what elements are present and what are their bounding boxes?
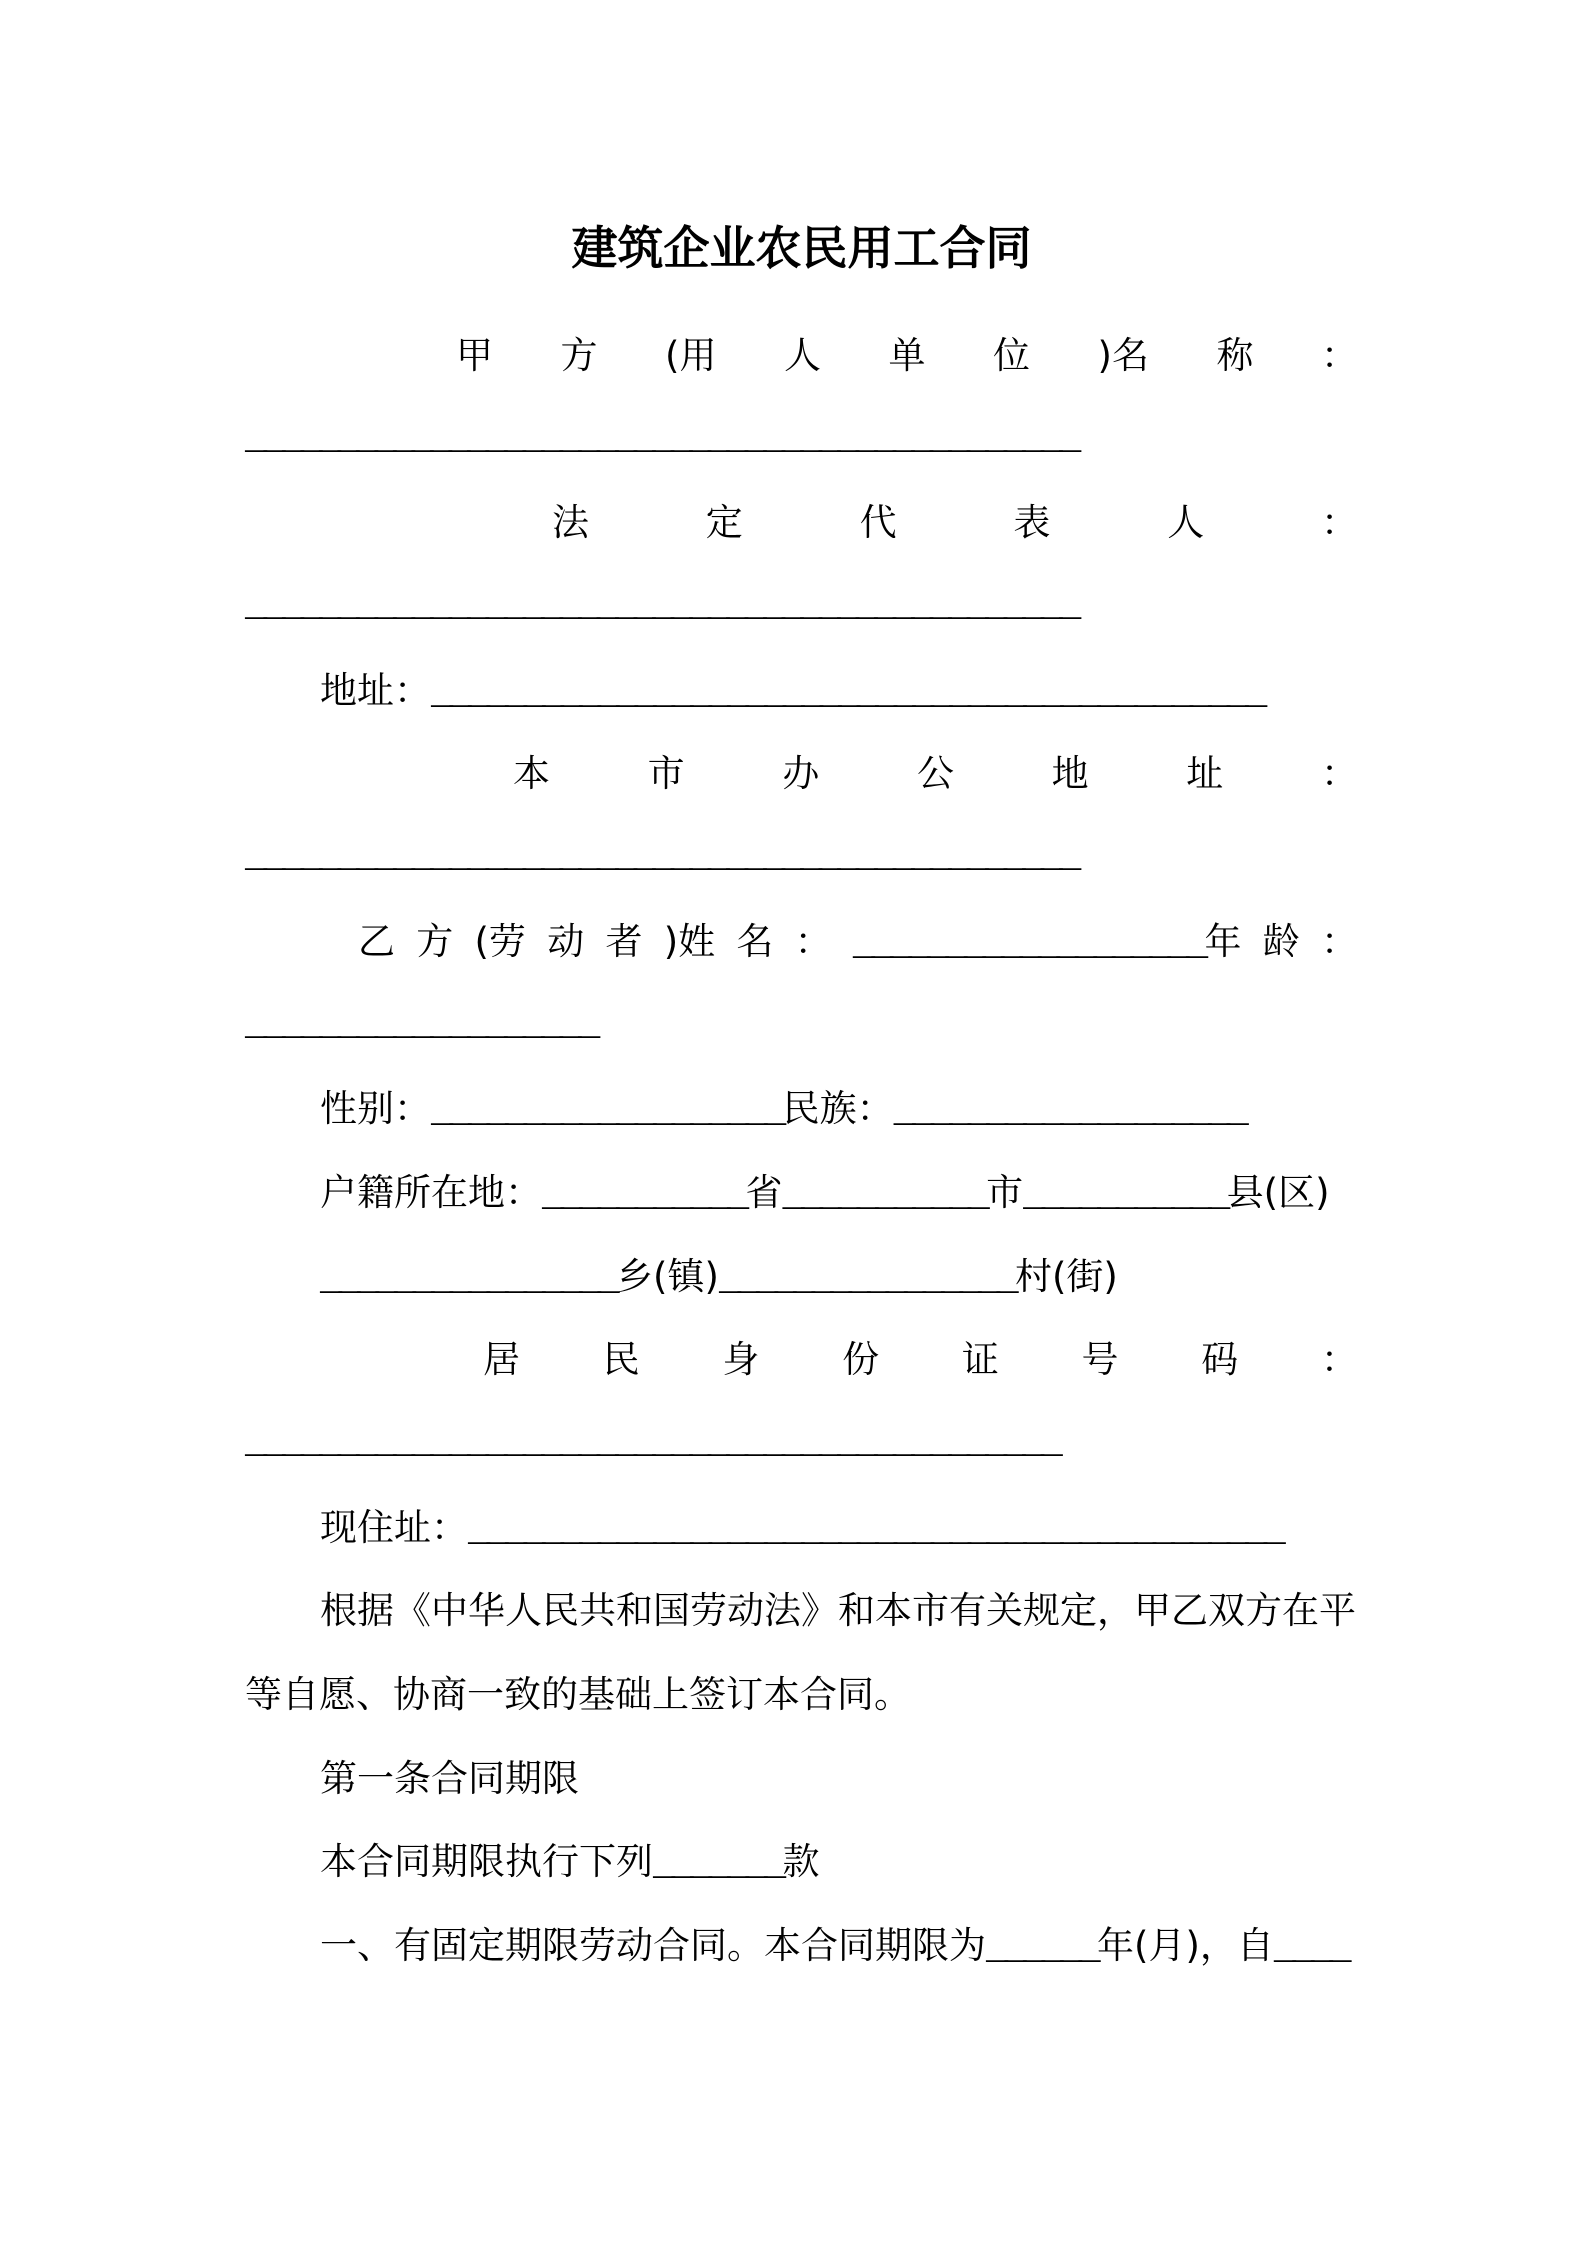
label-token: 方 (416, 919, 454, 963)
county-blank: ___________ (1023, 1174, 1227, 1217)
township-label: 乡(镇) (616, 1254, 719, 1298)
label-token: 民 (602, 1338, 640, 1382)
label-token: 份 (842, 1338, 880, 1382)
term-unit: 年(月)，自 (1097, 1924, 1274, 1968)
label-token: 方 (560, 334, 598, 377)
party-a-address-line (245, 649, 1358, 733)
party-b-name-blank: ___________________ (852, 923, 1205, 966)
clause-suffix: 款 (782, 1840, 820, 1884)
party-a-name-label (245, 314, 1358, 398)
household-label: 户籍所在地： (320, 1170, 542, 1214)
gender-ethnicity-line (245, 1067, 1358, 1151)
label-token: )名 (1097, 334, 1149, 377)
age-blank: ___________________ (245, 1003, 597, 1046)
township-village-line (245, 1235, 1358, 1319)
label-token: (劳 (474, 919, 526, 963)
city-label: 市 (986, 1170, 1024, 1214)
legal-rep-blank-line (245, 565, 1358, 649)
label-token: ： (1320, 501, 1358, 545)
label-token: 代 (859, 501, 897, 545)
label-token: 码 (1201, 1338, 1239, 1382)
city-office-address-label (245, 732, 1358, 816)
label-token: 本 (513, 752, 550, 796)
clause-prefix: 本合同期限执行下列 (320, 1840, 653, 1884)
ethnicity-label: 民族： (782, 1087, 894, 1131)
label-token: )姓 (663, 919, 716, 963)
current-address-line (245, 1486, 1358, 1570)
label-token: 位 (993, 334, 1031, 377)
village-blank: ________________ (718, 1258, 1015, 1301)
label-token: 者 (605, 919, 643, 963)
start-date-blank: ____ (1273, 1928, 1348, 1971)
label-token: 表 (1013, 501, 1051, 545)
province-blank: ___________ (542, 1174, 746, 1217)
preamble-line-1 (245, 1569, 1358, 1653)
item-1-text: 一、有固定期限劳动合同。本合同期限为 (320, 1924, 986, 1968)
party-a-name-blank: _____________________________________________ (245, 417, 1078, 460)
preamble-text: 等自愿、协商一致的基础上签订本合同。 (245, 1673, 911, 1716)
label-token: ： (1320, 1338, 1358, 1382)
city-office-address-blank: _____________________________________________ (245, 836, 1078, 879)
label-token: ： (1320, 752, 1358, 796)
label-token: 公 (916, 752, 954, 796)
label-token: ： (1321, 334, 1358, 377)
label-token: (用 (665, 334, 717, 377)
term-blank: ______ (986, 1928, 1098, 1971)
party-a-name-blank-line (245, 398, 1358, 482)
address-label: 地址： (320, 668, 431, 712)
label-token: 乙 (358, 919, 395, 963)
document-title: 建筑企业农民用工合同 (571, 221, 1032, 275)
label-token: 龄 (1262, 919, 1300, 963)
legal-rep-label (245, 481, 1358, 565)
label-token: 动 (547, 919, 585, 963)
current-address-label: 现住址： (320, 1505, 468, 1549)
label-token: 单 (888, 334, 926, 377)
id-number-label (245, 1318, 1358, 1402)
legal-rep-blank: _____________________________________________ (245, 585, 1078, 628)
label-token: 法 (552, 501, 589, 545)
label-token: 地 (1051, 752, 1089, 796)
household-registration-line (245, 1151, 1358, 1235)
label-token: 称 (1216, 334, 1254, 377)
contract-body (245, 314, 1358, 1988)
label-token: ： (794, 919, 832, 963)
party-b-name-age-line (245, 900, 1358, 984)
article-1-item-1 (245, 1904, 1358, 1988)
id-number-blank-line (245, 1402, 1358, 1486)
article-1-clause (245, 1820, 1358, 1904)
age-blank-line (245, 984, 1358, 1068)
label-token: 址 (1186, 752, 1224, 796)
preamble-line-2 (245, 1653, 1358, 1737)
address-blank: _____________________________________________ (431, 672, 1264, 715)
label-token: 年 (1204, 919, 1242, 963)
article-1-heading (245, 1737, 1358, 1821)
preamble-text: 根据《中华人民共和国劳动法》和本市有关规定，甲乙双方在平 (320, 1589, 1356, 1633)
label-token: ： (1320, 919, 1358, 963)
clause-blank: _______ (653, 1844, 783, 1887)
label-token: 居 (483, 1338, 520, 1382)
label-token: 身 (722, 1338, 760, 1382)
city-blank: ___________ (782, 1174, 987, 1217)
gender-blank: ___________________ (431, 1091, 783, 1134)
city-office-blank-line (245, 816, 1358, 900)
label-token: 市 (647, 752, 685, 796)
label-token: 证 (961, 1338, 999, 1382)
id-number-blank: ____________________________________________ (245, 1421, 1060, 1464)
label-token: 人 (783, 334, 821, 377)
village-label: 村(街) (1015, 1254, 1118, 1298)
name-blank-with-age-label (853, 900, 1242, 988)
township-blank: ________________ (320, 1258, 617, 1301)
ethnicity-blank: ___________________ (893, 1091, 1246, 1134)
current-address-blank: ____________________________________________ (468, 1509, 1283, 1552)
label-token: 办 (782, 752, 820, 796)
label-token: 定 (705, 501, 743, 545)
label-token: 甲 (456, 334, 493, 377)
label-token: 名 (736, 919, 774, 963)
gender-label: 性别： (320, 1087, 431, 1131)
county-label: 县(区) (1226, 1170, 1330, 1214)
province-label: 省 (745, 1170, 783, 1214)
article-heading: 第一条合同期限 (320, 1756, 579, 1800)
label-token: 人 (1167, 501, 1205, 545)
label-token: 号 (1081, 1338, 1119, 1382)
